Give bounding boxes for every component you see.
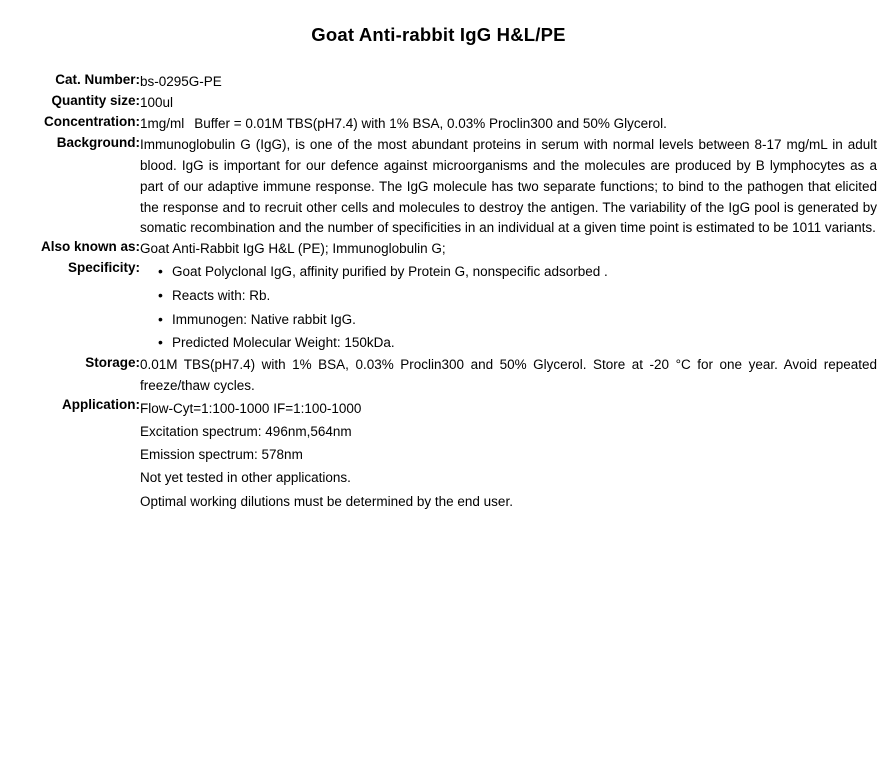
table-row-storage: [0, 355, 877, 397]
table-row-concentration: [0, 114, 877, 135]
application-line: Emission spectrum: 578nm: [140, 447, 303, 463]
list-item: • Immunogen: Native rabbit IgG.: [158, 308, 877, 332]
also-known-as-value: Goat Anti-Rabbit IgG H&L (PE); Immunoglobulin G;: [140, 241, 446, 257]
application-value-cell: [140, 397, 877, 513]
table-row-also-known-as: [0, 239, 877, 260]
application-line: Optimal working dilutions must be determined by the end user.: [140, 493, 513, 509]
quantity-size-label: Quantity size:: [51, 92, 140, 108]
concentration-label: Concentration:: [44, 113, 140, 129]
list-item: • Reacts with: Rb.: [158, 284, 877, 308]
specificity-value-cell: [140, 260, 877, 355]
concentration-value: 1mg/ml: [140, 115, 185, 131]
list-item: • Predicted Molecular Weight: 150kDa.: [158, 331, 877, 355]
storage-value: 0.01M TBS(pH7.4) with 1% BSA, 0.03% Proclin300 and 50% Glycerol. Store at -20 °C for one year. Avoid repeated freeze/thaw cycles.: [140, 356, 877, 393]
application-label: Application:: [62, 396, 140, 412]
datasheet-page: [0, 18, 877, 770]
application-line: Excitation spectrum: 496nm,564nm: [140, 423, 352, 439]
also-known-as-label: Also known as:: [40, 239, 140, 255]
background-label: Background:: [56, 134, 140, 150]
table-row-specificity: [0, 260, 877, 355]
specificity-label: Specificity:: [67, 260, 140, 276]
concentration-buffer: Buffer = 0.01M TBS(pH7.4) with 1% BSA, 0.03% Proclin300 and 50% Glycerol.: [194, 115, 667, 131]
table-row-quantity-size: [0, 93, 877, 114]
cat-number-label: Cat. Number:: [55, 72, 140, 87]
table-row-cat-number: [0, 72, 877, 93]
background-value: Immunoglobulin G (IgG), is one of the most abundant proteins in serum with normal levels between 8-17 mg/mL in adult blood. IgG is important for our defence against microorganisms and the molecules are produced by B lymphocytes as a part of our adaptive immune response. The IgG molecule has two separate functions; to bind to the pathogen that elicited the response and to recruit other cells and molecules to destroy the antigen. The variability of the IgG pool is generated by somatic recombination and the number of specificities in an individual at a given time point is estimated to be 1011 variants.: [140, 136, 877, 236]
cat-number-value: bs-0295G-PE: [140, 74, 222, 89]
page-title: Goat Anti-rabbit IgG H&L/PE: [311, 24, 566, 45]
specification-table: [0, 72, 877, 513]
application-line: Not yet tested in other applications.: [140, 470, 351, 486]
quantity-size-value: 100ul: [140, 94, 174, 110]
storage-label: Storage:: [85, 354, 140, 370]
concentration-value-cell: [140, 114, 877, 135]
list-item: • Goat Polyclonal IgG, affinity purified by Protein G, nonspecific adsorbed .: [158, 260, 877, 284]
table-row-background: [0, 135, 877, 240]
table-row-application: [0, 397, 877, 513]
application-line: Flow-Cyt=1:100-1000 IF=1:100-1000: [140, 400, 362, 416]
specificity-list: [140, 260, 877, 355]
